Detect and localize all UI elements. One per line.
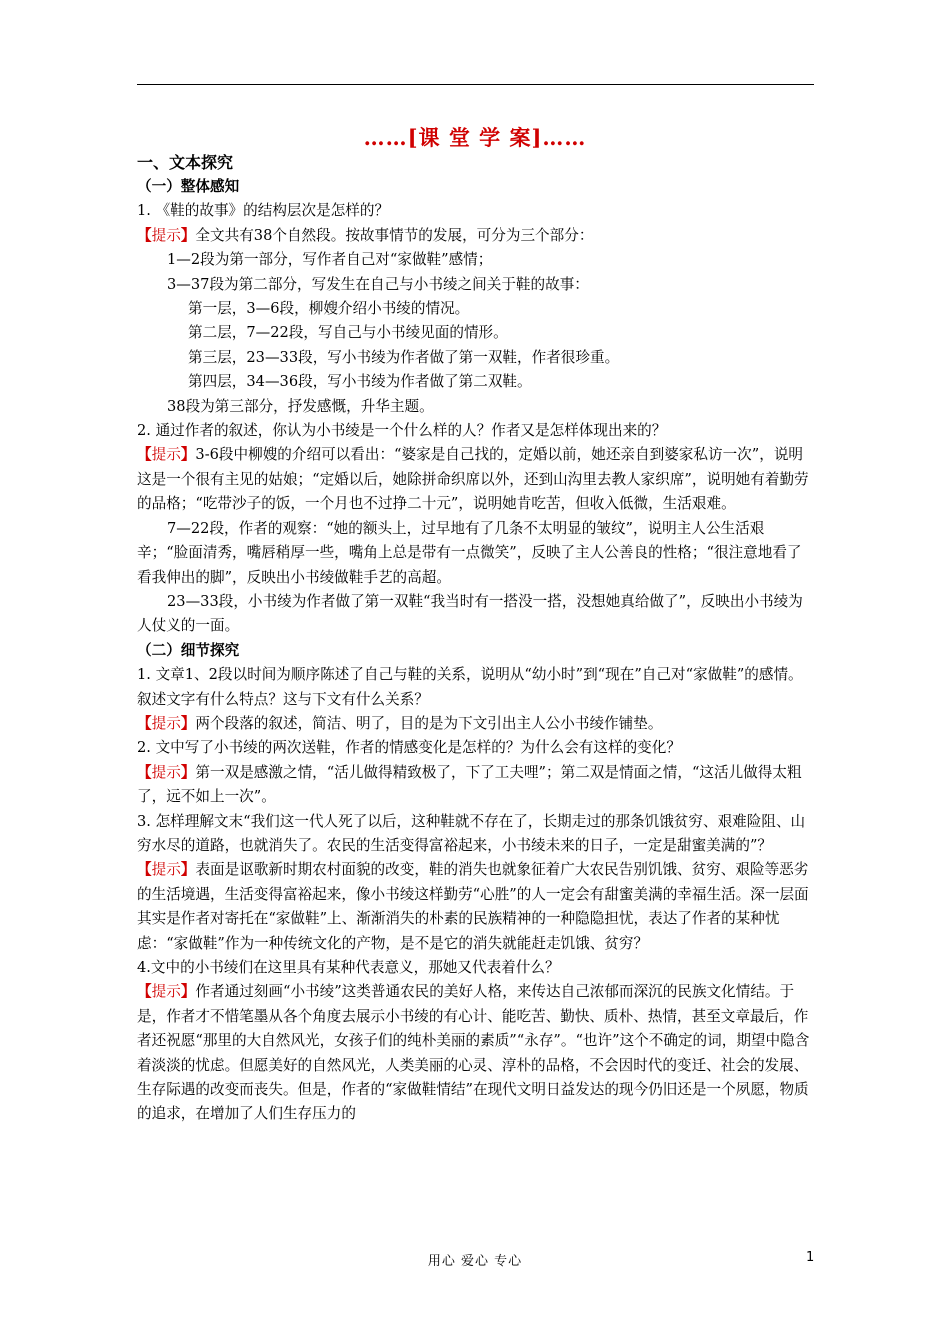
answer-line: 1—2段为第一部分，写作者自己对“家做鞋”感情； [167,251,493,269]
answer: 【提示】表面是讴歌新时期农村面貌的改变，鞋的消失也就象征着广大农民告别饥饿、贫穷、艰险等恶劣的生活境遇，生活变得富裕起来，像小书绫这样勤劳“心胜”的人一定会有甜蜜美满的幸福生活。深一层面其实是作者对寄托在“家做鞋”上、渐渐消失的朴素的民族精神的一种隐隐担忧，表达了作者的某种忧虑：“家做鞋”作为一种传统文化的产物，是不是它的消失就能赶走饥饿、贫穷？ [137,861,809,952]
answer: 【提示】3-6段中柳嫂的介绍可以看出：“婆家是自己找的，定婚以前，她还亲自到婆家私访一次”，说明这是一个很有主见的姑娘；“定婚以后，她除拼命织席以外，还到山沟里去教人家织席”，说明她有着勤劳的品格；“吃带沙子的饭，一个月也不过挣二十元”，说明她肯吃苦，但收入低微，生活艰难。 [137,446,809,513]
answer-paragraph: 7—22段，作者的观察：“她的额头上，过早地有了几条不太明显的皱纹”，说明主人公生活艰辛；“脸面清秀，嘴唇稍厚一些，嘴角上总是带有一点微笑”，反映了主人公善良的性格；“很注意地看了看我伸出的脚”，反映出小书绫做鞋手艺的高超。 [137,519,802,586]
page-number: 1 [806,1250,815,1265]
question: 3. 怎样理解文末“我们这一代人死了以后，这种鞋就不存在了，长期走过的那条饥饿贫穷、艰难险阻、山穷水尽的道路，也就消失了。农民的生活变得富裕起来，小书绫未来的日子，一定是甜蜜美满的”？ [137,812,806,854]
question: 1. 文章1、2段以时间为顺序陈述了自己与鞋的关系，说明从“幼小时”到“现在”自己对“家做鞋”的感情。叙述文字有什么特点？这与下文有什么关系？ [137,666,803,708]
header-rule [137,84,814,85]
hint-label: 【提示】 [137,763,196,781]
answer-line: 38段为第三部分，抒发感慨，升华主题。 [167,397,434,415]
section-heading: 一、文本探究 [137,153,234,172]
page-footer: 用心 爱心 专心 [427,1254,523,1269]
hint-label: 【提示】 [137,861,196,879]
answer-line: 3—37段为第二部分，写发生在自己与小书绫之间关于鞋的故事： [167,275,589,293]
answer-line: 第三层，23—33段，写小书绫为作者做了第一双鞋，作者很珍重。 [188,348,620,366]
answer-line: 第一层，3—6段，柳嫂介绍小书绫的情况。 [188,300,470,318]
question: 2. 文中写了小书绫的两次送鞋，作者的情感变化是怎样的？为什么会有这样的变化？ [137,739,681,757]
answer-line: 第二层，7—22段，写自己与小书绫见面的情形。 [188,324,508,342]
hint-label: 【提示】 [137,446,196,464]
hint-label: 【提示】 [137,983,196,1001]
answer: 【提示】作者通过刻画“小书绫”这类普通农民的美好人格，来传达自己浓郁而深沉的民族文化情结。于是，作者才不惜笔墨从各个角度去展示小书绫的有心计、能吃苦、勤快、质朴、热情，甚至文章最后，作者还祝愿“那里的大自然风光，女孩子们的纯朴美丽的素质”“永存”。“也许”这个不确定的词，期望中隐含着淡淡的忧虑。但愿美好的自然风光，人类美丽的心灵、淳朴的品格，不会因时代的变迁、社会的发展、生存际遇的改变而丧失。但是，作者的“家做鞋情结”在现代文明日益发达的现今仍旧还是一个夙愿，物质的追求，在增加了人们生存压力的 [137,983,810,1123]
answer: 【提示】两个段落的叙述，简洁、明了，目的是为下文引出主人公小书绫作铺垫。 [137,714,663,732]
question: 2. 通过作者的叙述，你认为小书绫是一个什么样的人？作者又是怎样体现出来的？ [137,422,667,440]
hint-label: 【提示】 [137,226,196,244]
page-title: ……[课 堂 学 案]…… [363,125,587,150]
subsection-heading: （二）细节探究 [137,641,240,659]
answer-paragraph: 23—33段，小书绫为作者做了第一双鞋“我当时有一搭没一搭，没想她真给做了”，反映出小书绫为人仗义的一面。 [137,592,803,635]
document-body [137,150,815,1127]
hint-label: 【提示】 [137,714,196,732]
subsection-heading: （一）整体感知 [137,178,240,195]
answer: 【提示】全文共有38个自然段。按故事情节的发展，可分为三个部分： [137,226,594,244]
answer: 【提示】第一双是感激之情，“活儿做得精致极了，下了工夫哩”；第二双是情面之情，“这活儿做得太粗了，远不如上一次”。 [137,763,802,806]
question: 1. 《鞋的故事》的结构层次是怎样的？ [137,202,390,220]
question: 4.文中的小书绫们在这里具有某种代表意义，那她又代表着什么？ [137,959,560,976]
answer-line: 第四层，34—36段，写小书绫为作者做了第二双鞋。 [188,373,532,391]
